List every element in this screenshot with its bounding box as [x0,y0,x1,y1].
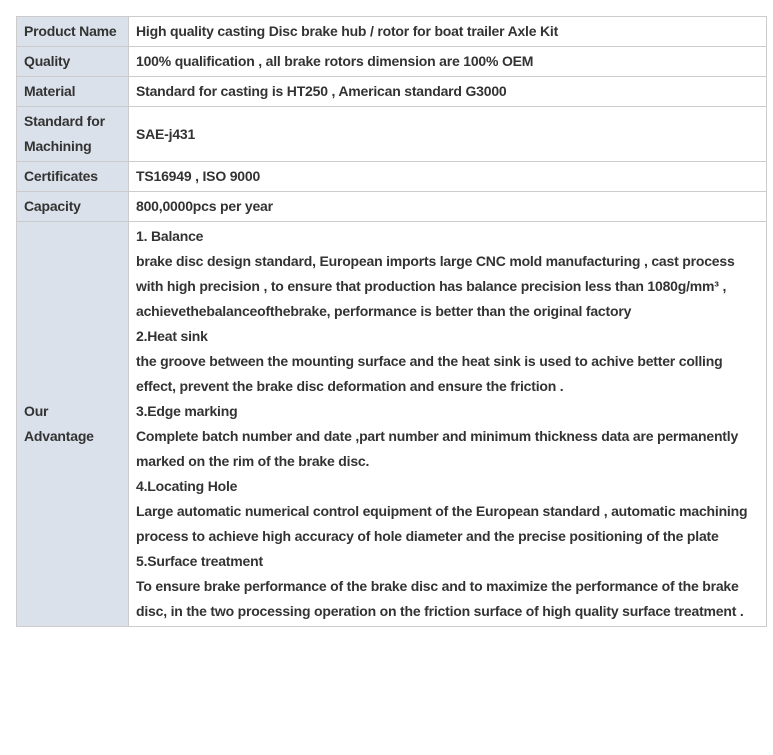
advantage-line: 3.Edge marking [136,403,238,419]
advantage-line: brake disc design standard, European imports large CNC mold manufacturing , cast process with high precision , to ensure that production has balance precision less than 1080g/mm³ , achievethebalanceofthebrake, performance is better than the original factory [136,253,735,319]
row-value-quality: 100% qualification , all brake rotors dimension are 100% OEM [129,47,767,77]
row-label-quality: Quality [17,47,129,77]
advantage-lines [136,224,756,624]
row-value-standard-for-machining: SAE-j431 [129,107,767,162]
row-value-product-name: High quality casting Disc brake hub / rotor for boat trailer Axle Kit [129,17,767,47]
row-value-material: Standard for casting is HT250 , American standard G3000 [129,77,767,107]
advantage-line: To ensure brake performance of the brake disc and to maximize the performance of the brake disc, in the two processing operation on the friction surface of high quality surface treatment . [136,578,744,619]
table-row-standard-for-machining [17,107,767,162]
row-label-certificates: Certificates [17,162,129,192]
product-spec-table [16,16,767,627]
row-value-certificates: TS16949 , ISO 9000 [129,162,767,192]
advantage-line: 2.Heat sink [136,328,208,344]
row-label-our-advantage: Our Advantage [17,222,129,627]
row-label-standard-for-machining: Standard for Machining [17,107,129,162]
table-row-material [17,77,767,107]
row-label-capacity: Capacity [17,192,129,222]
row-value-capacity: 800,0000pcs per year [129,192,767,222]
advantage-line: Large automatic numerical control equipment of the European standard , automatic machining process to achieve high accuracy of hole diameter and the precise positioning of the plate [136,503,748,544]
advantage-line: 5.Surface treatment [136,553,263,569]
table-row-product-name [17,17,767,47]
row-value-our-advantage [129,222,767,627]
table-row-certificates [17,162,767,192]
advantage-line: 1. Balance [136,228,204,244]
advantage-line: 4.Locating Hole [136,478,238,494]
row-label-product-name: Product Name [17,17,129,47]
table-row-quality [17,47,767,77]
table-row-capacity [17,192,767,222]
advantage-line: the groove between the mounting surface and the heat sink is used to achive better colling effect, prevent the brake disc deformation and ensure the friction . [136,353,723,394]
table-row-our-advantage [17,222,767,627]
advantage-line: Complete batch number and date ,part number and minimum thickness data are permanently marked on the rim of the brake disc. [136,428,739,469]
row-label-material: Material [17,77,129,107]
